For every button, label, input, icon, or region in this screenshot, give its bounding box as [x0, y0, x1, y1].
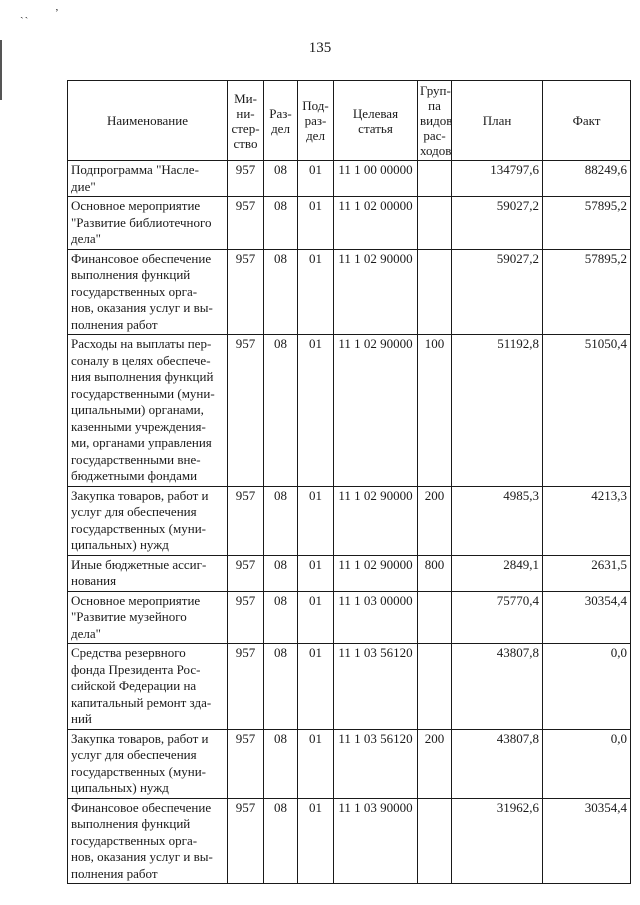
- header-section: Раз- дел: [264, 81, 298, 161]
- table-header-row: [68, 81, 631, 161]
- cell-section: 08: [264, 591, 298, 644]
- cell-fact: 0,0: [543, 729, 631, 798]
- cell-fact: 57895,2: [543, 197, 631, 250]
- cell-section: 08: [264, 729, 298, 798]
- cell-target: 11 1 03 00000: [334, 591, 418, 644]
- cell-ministry: 957: [228, 486, 264, 555]
- cell-name: Расходы на выплаты пер- соналу в целях обеспече- ния выполнения функций государственными (муни- ципальными) органами, казенными учреждения- ми, органами управления государственными вне- бюджетными фондами: [68, 335, 228, 487]
- cell-ministry: 957: [228, 161, 264, 197]
- cell-section: 08: [264, 555, 298, 591]
- cell-section: 08: [264, 644, 298, 730]
- cell-subsection: 01: [298, 798, 334, 884]
- cell-target: 11 1 02 90000: [334, 249, 418, 335]
- cell-fact: 57895,2: [543, 249, 631, 335]
- cell-name: Иные бюджетные ассиг- нования: [68, 555, 228, 591]
- cell-plan: 43807,8: [452, 729, 543, 798]
- header-fact: Факт: [543, 81, 631, 161]
- cell-target: 11 1 02 90000: [334, 555, 418, 591]
- cell-name: Закупка товаров, работ и услуг для обеспечения государственных (муни- ципальных) нужд: [68, 486, 228, 555]
- cell-target: 11 1 03 90000: [334, 798, 418, 884]
- page-number: 135: [308, 40, 332, 56]
- cell-plan: 134797,6: [452, 161, 543, 197]
- table-row: [68, 644, 631, 730]
- header-target: Целевая статья: [334, 81, 418, 161]
- cell-plan: 75770,4: [452, 591, 543, 644]
- cell-section: 08: [264, 486, 298, 555]
- corner-mark-left: ˎˏ: [20, 7, 30, 19]
- cell-subsection: 01: [298, 486, 334, 555]
- table-body: [68, 161, 631, 884]
- cell-plan: 51192,8: [452, 335, 543, 487]
- cell-section: 08: [264, 798, 298, 884]
- cell-plan: 59027,2: [452, 249, 543, 335]
- cell-ministry: 957: [228, 555, 264, 591]
- table-row: [68, 197, 631, 250]
- table-row: [68, 729, 631, 798]
- table-row: [68, 486, 631, 555]
- cell-plan: 4985,3: [452, 486, 543, 555]
- cell-expense-group: [418, 644, 452, 730]
- cell-expense-group: 200: [418, 486, 452, 555]
- cell-subsection: 01: [298, 335, 334, 487]
- cell-expense-group: 800: [418, 555, 452, 591]
- cell-target: 11 1 00 00000: [334, 161, 418, 197]
- cell-name: Основное мероприятие "Развитие библиотечного дела": [68, 197, 228, 250]
- cell-expense-group: 200: [418, 729, 452, 798]
- header-subsection: Под- раз- дел: [298, 81, 334, 161]
- cell-fact: 2631,5: [543, 555, 631, 591]
- header-name: Наименование: [68, 81, 228, 161]
- cell-name: Подпрограмма "Насле- дие": [68, 161, 228, 197]
- cell-ministry: 957: [228, 644, 264, 730]
- cell-expense-group: 100: [418, 335, 452, 487]
- cell-subsection: 01: [298, 197, 334, 250]
- cell-fact: 51050,4: [543, 335, 631, 487]
- cell-ministry: 957: [228, 197, 264, 250]
- cell-fact: 4213,3: [543, 486, 631, 555]
- cell-expense-group: [418, 161, 452, 197]
- cell-section: 08: [264, 197, 298, 250]
- cell-name: Основное мероприятие "Развитие музейного дела": [68, 591, 228, 644]
- cell-subsection: 01: [298, 729, 334, 798]
- cell-target: 11 1 02 90000: [334, 486, 418, 555]
- cell-fact: 88249,6: [543, 161, 631, 197]
- cell-ministry: 957: [228, 591, 264, 644]
- cell-plan: 43807,8: [452, 644, 543, 730]
- header-plan: План: [452, 81, 543, 161]
- cell-name: Средства резервного фонда Президента Рос- сийской Федерации на капитальный ремонт зда- ний: [68, 644, 228, 730]
- cell-target: 11 1 02 90000: [334, 335, 418, 487]
- cell-subsection: 01: [298, 249, 334, 335]
- header-ministry: Ми- ни- стер- ство: [228, 81, 264, 161]
- table-row: [68, 555, 631, 591]
- cell-plan: 2849,1: [452, 555, 543, 591]
- budget-table: [67, 80, 631, 884]
- cell-expense-group: [418, 798, 452, 884]
- cell-subsection: 01: [298, 161, 334, 197]
- cell-plan: 31962,6: [452, 798, 543, 884]
- cell-section: 08: [264, 335, 298, 487]
- cell-ministry: 957: [228, 729, 264, 798]
- cell-fact: 0,0: [543, 644, 631, 730]
- cell-subsection: 01: [298, 555, 334, 591]
- cell-expense-group: [418, 249, 452, 335]
- cell-ministry: 957: [228, 335, 264, 487]
- cell-target: 11 1 02 00000: [334, 197, 418, 250]
- cell-ministry: 957: [228, 798, 264, 884]
- cell-subsection: 01: [298, 644, 334, 730]
- cell-expense-group: [418, 197, 452, 250]
- cell-target: 11 1 03 56120: [334, 729, 418, 798]
- table-row: [68, 591, 631, 644]
- cell-plan: 59027,2: [452, 197, 543, 250]
- header-expense-group: Груп- па видов рас- ходов: [418, 81, 452, 161]
- cell-fact: 30354,4: [543, 798, 631, 884]
- table-row: [68, 798, 631, 884]
- cell-name: Финансовое обеспечение выполнения функций государственных орга- нов, оказания услуг и вы- полнения работ: [68, 249, 228, 335]
- cell-fact: 30354,4: [543, 591, 631, 644]
- table-row: [68, 249, 631, 335]
- cell-section: 08: [264, 161, 298, 197]
- corner-mark-right: ʼ: [55, 7, 59, 19]
- cell-name: Финансовое обеспечение выполнения функций государственных орга- нов, оказания услуг и вы- полнения работ: [68, 798, 228, 884]
- cell-ministry: 957: [228, 249, 264, 335]
- table-row: [68, 161, 631, 197]
- cell-target: 11 1 03 56120: [334, 644, 418, 730]
- cell-name: Закупка товаров, работ и услуг для обеспечения государственных (муни- ципальных) нужд: [68, 729, 228, 798]
- table-row: [68, 335, 631, 487]
- cell-subsection: 01: [298, 591, 334, 644]
- cell-expense-group: [418, 591, 452, 644]
- cell-section: 08: [264, 249, 298, 335]
